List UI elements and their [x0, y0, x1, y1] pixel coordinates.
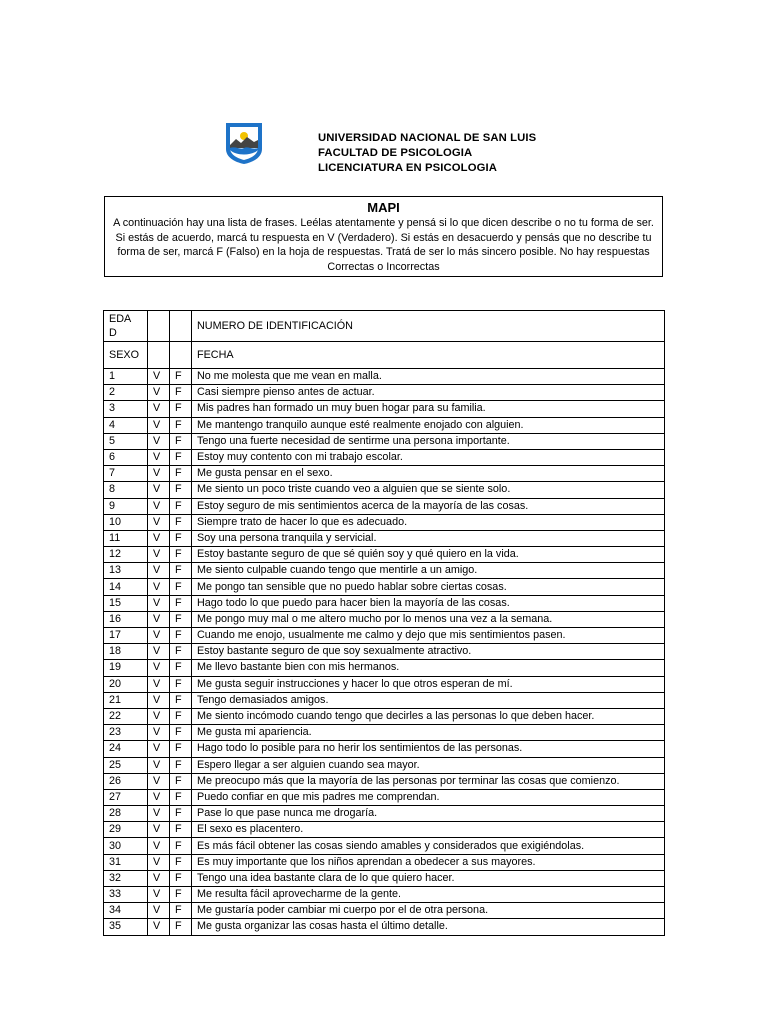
instructions-text: A continuación hay una lista de frases. Leélas atentamente y pensá si lo que dicen describe o no tu forma de ser. Si estás de acuerdo, marcá tu respuesta en V (Verdadero). Si estás en desacuerdo y pensás que no describe tu forma de ser, marcá F (Falso) en la hoja de respuestas. Tratá de ser lo más sincero posible. No hay respuestas Correctas o Incorrectas [113, 217, 654, 273]
item-statement: Espero llegar a ser alguien cuando sea mayor. [192, 757, 665, 773]
table-row [104, 611, 665, 627]
item-number: 10 [104, 514, 148, 530]
university-logo [224, 121, 264, 165]
false-option[interactable]: F [170, 514, 192, 530]
item-statement: Hago todo lo posible para no herir los sentimientos de las personas. [192, 741, 665, 757]
table-row [104, 708, 665, 724]
item-number: 17 [104, 628, 148, 644]
true-option[interactable]: V [148, 466, 170, 482]
item-statement: Tengo una fuerte necesidad de sentirme una persona importante. [192, 433, 665, 449]
true-option[interactable]: V [148, 838, 170, 854]
table-row [104, 530, 665, 546]
true-option[interactable]: V [148, 854, 170, 870]
false-option[interactable]: F [170, 547, 192, 563]
answer-sheet-table [103, 310, 665, 936]
item-statement: Me gusta mi apariencia. [192, 725, 665, 741]
item-statement: Mis padres han formado un muy buen hogar para su familia. [192, 401, 665, 417]
instructions-box [104, 196, 663, 277]
false-option[interactable]: F [170, 660, 192, 676]
item-statement: Me gusta pensar en el sexo. [192, 466, 665, 482]
degree-name: LICENCIATURA EN PSICOLOGIA [318, 162, 497, 174]
item-number: 31 [104, 854, 148, 870]
item-number: 12 [104, 547, 148, 563]
item-statement: El sexo es placentero. [192, 822, 665, 838]
true-option[interactable]: V [148, 369, 170, 385]
true-option[interactable]: V [148, 595, 170, 611]
false-option[interactable]: F [170, 417, 192, 433]
false-option[interactable]: F [170, 563, 192, 579]
item-number: 13 [104, 563, 148, 579]
item-number: 2 [104, 385, 148, 401]
item-statement: Cuando me enojo, usualmente me calmo y dejo que mis sentimientos pasen. [192, 628, 665, 644]
table-row [104, 595, 665, 611]
table-row [104, 725, 665, 741]
false-option[interactable]: F [170, 385, 192, 401]
false-option[interactable]: F [170, 757, 192, 773]
item-statement: Hago todo lo que puedo para hacer bien la mayoría de las cosas. [192, 595, 665, 611]
table-row [104, 498, 665, 514]
item-number: 19 [104, 660, 148, 676]
false-option[interactable]: F [170, 741, 192, 757]
false-option[interactable]: F [170, 482, 192, 498]
sex-label: SEXO [104, 342, 148, 369]
item-number: 6 [104, 449, 148, 465]
false-option[interactable]: F [170, 725, 192, 741]
false-option[interactable]: F [170, 498, 192, 514]
item-statement: Me gustaría poder cambiar mi cuerpo por el de otra persona. [192, 903, 665, 919]
table-row [104, 449, 665, 465]
institution-header [318, 131, 536, 176]
item-number: 16 [104, 611, 148, 627]
item-number: 28 [104, 806, 148, 822]
item-statement: Estoy seguro de mis sentimientos acerca de la mayoría de las cosas. [192, 498, 665, 514]
sex-field-extra[interactable] [170, 342, 192, 369]
item-statement: Puedo confiar en que mis padres me comprendan. [192, 789, 665, 805]
item-number: 22 [104, 708, 148, 724]
item-statement: Me pongo muy mal o me altero mucho por lo menos una vez a la semana. [192, 611, 665, 627]
age-label: EDA D [104, 311, 148, 342]
false-option[interactable]: F [170, 449, 192, 465]
item-number: 14 [104, 579, 148, 595]
university-name: UNIVERSIDAD NACIONAL DE SAN LUIS [318, 132, 537, 144]
table-row [104, 466, 665, 482]
true-option[interactable]: V [148, 903, 170, 919]
item-statement: Me preocupo más que la mayoría de las personas por terminar las cosas que comienzo. [192, 773, 665, 789]
item-number: 29 [104, 822, 148, 838]
item-statement: Me pongo tan sensible que no puedo hablar sobre ciertas cosas. [192, 579, 665, 595]
false-option[interactable]: F [170, 903, 192, 919]
false-option[interactable]: F [170, 806, 192, 822]
true-option[interactable]: V [148, 822, 170, 838]
item-number: 9 [104, 498, 148, 514]
test-title: MAPI [367, 200, 400, 215]
item-number: 18 [104, 644, 148, 660]
true-option[interactable]: V [148, 611, 170, 627]
age-field-extra[interactable] [170, 311, 192, 342]
item-statement: Siempre trato de hacer lo que es adecuado. [192, 514, 665, 530]
item-number: 24 [104, 741, 148, 757]
true-option[interactable]: V [148, 563, 170, 579]
table-row [104, 417, 665, 433]
item-statement: Estoy muy contento con mi trabajo escolar. [192, 449, 665, 465]
false-option[interactable]: F [170, 369, 192, 385]
table-row [104, 741, 665, 757]
table-row [104, 676, 665, 692]
item-number: 26 [104, 773, 148, 789]
item-number: 33 [104, 887, 148, 903]
true-option[interactable]: V [148, 692, 170, 708]
item-number: 4 [104, 417, 148, 433]
table-row [104, 806, 665, 822]
item-number: 35 [104, 919, 148, 935]
id-number-label: NUMERO DE IDENTIFICACIÓN [192, 311, 665, 342]
false-option[interactable]: F [170, 466, 192, 482]
table-row [104, 401, 665, 417]
true-option[interactable]: V [148, 919, 170, 935]
item-number: 21 [104, 692, 148, 708]
true-option[interactable]: V [148, 789, 170, 805]
true-option[interactable]: V [148, 498, 170, 514]
false-option[interactable]: F [170, 611, 192, 627]
false-option[interactable]: F [170, 822, 192, 838]
true-option[interactable]: V [148, 725, 170, 741]
table-row [104, 822, 665, 838]
item-number: 1 [104, 369, 148, 385]
item-statement: Tengo una idea bastante clara de lo que quiero hacer. [192, 870, 665, 886]
true-option[interactable]: V [148, 401, 170, 417]
item-statement: Me resulta fácil aprovecharme de la gente. [192, 887, 665, 903]
false-option[interactable]: F [170, 644, 192, 660]
item-statement: Me gusta organizar las cosas hasta el último detalle. [192, 919, 665, 935]
true-option[interactable]: V [148, 660, 170, 676]
false-option[interactable]: F [170, 887, 192, 903]
table-row [104, 628, 665, 644]
true-option[interactable]: V [148, 757, 170, 773]
item-statement: Estoy bastante seguro de que sé quién soy y qué quiero en la vida. [192, 547, 665, 563]
table-row [104, 644, 665, 660]
true-option[interactable]: V [148, 449, 170, 465]
true-option[interactable]: V [148, 530, 170, 546]
item-statement: Me siento un poco triste cuando veo a alguien que se siente solo. [192, 482, 665, 498]
true-option[interactable]: V [148, 417, 170, 433]
true-option[interactable]: V [148, 547, 170, 563]
true-option[interactable]: V [148, 628, 170, 644]
false-option[interactable]: F [170, 433, 192, 449]
true-option[interactable]: V [148, 482, 170, 498]
true-option[interactable]: V [148, 385, 170, 401]
table-row [104, 919, 665, 935]
true-option[interactable]: V [148, 644, 170, 660]
item-statement: Me llevo bastante bien con mis hermanos. [192, 660, 665, 676]
true-option[interactable]: V [148, 676, 170, 692]
item-statement: Estoy bastante seguro de que soy sexualmente atractivo. [192, 644, 665, 660]
false-option[interactable]: F [170, 692, 192, 708]
item-statement: Me mantengo tranquilo aunque esté realmente enojado con alguien. [192, 417, 665, 433]
true-option[interactable]: V [148, 514, 170, 530]
false-option[interactable]: F [170, 676, 192, 692]
table-row [104, 369, 665, 385]
true-option[interactable]: V [148, 887, 170, 903]
table-row [104, 838, 665, 854]
item-number: 30 [104, 838, 148, 854]
table-row [104, 547, 665, 563]
table-row [104, 579, 665, 595]
item-number: 15 [104, 595, 148, 611]
table-row [104, 692, 665, 708]
item-statement: Me gusta seguir instrucciones y hacer lo que otros esperan de mí. [192, 676, 665, 692]
false-option[interactable]: F [170, 530, 192, 546]
item-number: 32 [104, 870, 148, 886]
item-statement: Me siento incómodo cuando tengo que decirles a las personas lo que deben hacer. [192, 708, 665, 724]
item-number: 8 [104, 482, 148, 498]
true-option[interactable]: V [148, 579, 170, 595]
item-number: 11 [104, 530, 148, 546]
false-option[interactable]: F [170, 595, 192, 611]
table-row [104, 789, 665, 805]
table-row [104, 385, 665, 401]
item-number: 20 [104, 676, 148, 692]
table-row [104, 433, 665, 449]
item-statement: Es muy importante que los niños aprendan a obedecer a sus mayores. [192, 854, 665, 870]
item-statement: No me molesta que me vean en malla. [192, 369, 665, 385]
item-statement: Tengo demasiados amigos. [192, 692, 665, 708]
date-label: FECHA [192, 342, 665, 369]
item-number: 5 [104, 433, 148, 449]
item-statement: Casi siempre pienso antes de actuar. [192, 385, 665, 401]
true-option[interactable]: V [148, 433, 170, 449]
faculty-name: FACULTAD DE PSICOLOGIA [318, 147, 473, 159]
item-statement: Es más fácil obtener las cosas siendo amables y considerados que exigiéndolas. [192, 838, 665, 854]
true-option[interactable]: V [148, 708, 170, 724]
item-number: 27 [104, 789, 148, 805]
true-option[interactable]: V [148, 741, 170, 757]
false-option[interactable]: F [170, 773, 192, 789]
false-option[interactable]: F [170, 789, 192, 805]
true-option[interactable]: V [148, 870, 170, 886]
item-statement: Pase lo que pase nunca me drogaría. [192, 806, 665, 822]
item-number: 25 [104, 757, 148, 773]
item-number: 3 [104, 401, 148, 417]
table-row [104, 563, 665, 579]
header-row-age [104, 311, 665, 342]
header-row-sex [104, 342, 665, 369]
age-field[interactable] [148, 311, 170, 342]
sex-field[interactable] [148, 342, 170, 369]
item-number: 23 [104, 725, 148, 741]
table-row [104, 887, 665, 903]
table-row [104, 854, 665, 870]
true-option[interactable]: V [148, 806, 170, 822]
false-option[interactable]: F [170, 854, 192, 870]
table-row [104, 903, 665, 919]
false-option[interactable]: F [170, 870, 192, 886]
false-option[interactable]: F [170, 838, 192, 854]
table-row [104, 757, 665, 773]
table-row [104, 482, 665, 498]
table-row [104, 773, 665, 789]
table-row [104, 870, 665, 886]
false-option[interactable]: F [170, 401, 192, 417]
false-option[interactable]: F [170, 628, 192, 644]
item-statement: Me siento culpable cuando tengo que mentirle a un amigo. [192, 563, 665, 579]
table-row [104, 660, 665, 676]
table-row [104, 514, 665, 530]
false-option[interactable]: F [170, 708, 192, 724]
true-option[interactable]: V [148, 773, 170, 789]
item-number: 34 [104, 903, 148, 919]
false-option[interactable]: F [170, 579, 192, 595]
false-option[interactable]: F [170, 919, 192, 935]
item-statement: Soy una persona tranquila y servicial. [192, 530, 665, 546]
item-number: 7 [104, 466, 148, 482]
